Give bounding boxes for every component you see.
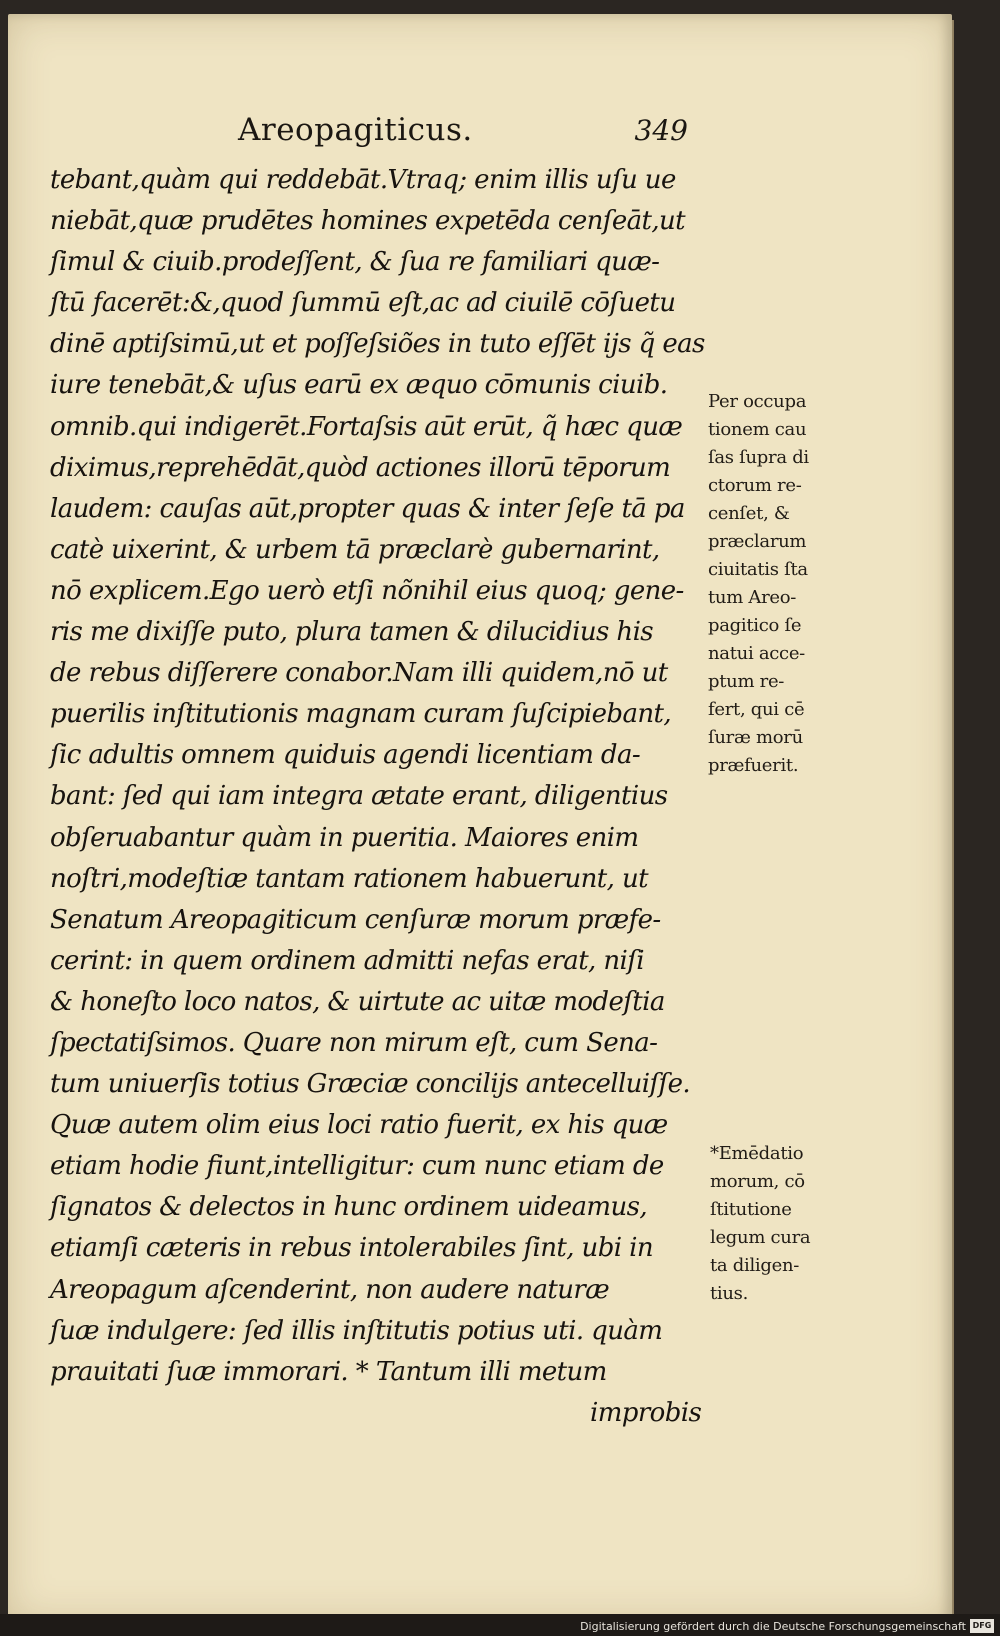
- marginal-line: cenſet, &: [708, 503, 790, 524]
- text-line: cerint: in quem ordinem admitti nefas erat, niſi: [50, 945, 644, 976]
- catchword: improbis: [590, 1397, 702, 1428]
- text-line: obſeruabantur quàm in pueritia. Maiores enim: [50, 822, 639, 853]
- text-line: noſtri,modeſtiæ tantam rationem habuerunt, ut: [50, 863, 648, 894]
- marginal-line: tius.: [710, 1283, 749, 1304]
- marginal-line: ſuræ morū: [708, 727, 803, 748]
- marginal-line: præclarum: [708, 531, 807, 552]
- text-line: nō explicem.Ego uerò etſi nõnihil eius quoq; gene-: [50, 575, 684, 606]
- marginal-line: præfuerit.: [708, 755, 799, 776]
- marginal-line: Per occupa: [708, 391, 807, 412]
- marginal-line: pagitico ſe: [708, 615, 802, 636]
- running-title: Areopagiticus.: [238, 112, 473, 148]
- marginal-line: tionem cau: [708, 419, 807, 440]
- marginal-note-1: [708, 388, 828, 780]
- marginal-line: morum, cō: [710, 1171, 805, 1192]
- marginal-line: ctorum re-: [708, 475, 802, 496]
- page-header: [238, 112, 688, 156]
- text-line: tebant,quàm qui reddebāt.Vtraq; enim illis uſu ue: [50, 165, 676, 195]
- text-line: iure tenebāt,& uſus earū ex æquo cōmunis ciuib.: [50, 370, 668, 401]
- marginal-line: ſtitutione: [710, 1199, 792, 1220]
- text-line: ſic adultis omnem quiduis agendi licentiam da-: [50, 740, 641, 771]
- text-line: etiamſi cæteris in rebus intolerabiles ſint, ubi in: [50, 1233, 653, 1264]
- text-line: & honeſto loco natos, & uirtute ac uitæ modeſtia: [50, 986, 665, 1017]
- text-line: tum uniuerſis totius Græciæ concilijs antecelluiſſe.: [50, 1069, 691, 1100]
- page-number: 349: [634, 114, 688, 147]
- marginal-line: fert, qui cē: [708, 699, 805, 720]
- text-line: etiam hodie fiunt,intelligitur: cum nunc etiam de: [50, 1151, 664, 1182]
- text-line: Senatum Areopagiticum cenſuræ morum præfe-: [50, 904, 661, 935]
- text-line: prauitati ſuæ immorari. * Tantum illi metum: [50, 1356, 607, 1387]
- text-line: ſuæ indulgere: ſed illis inſtitutis potius uti. quàm: [50, 1315, 663, 1346]
- marginal-line: legum cura: [710, 1227, 811, 1248]
- text-line: laudem: cauſas aūt,propter quas & inter ſeſe tā pa: [50, 493, 685, 524]
- marginal-line: ciuitatis ſta: [708, 559, 808, 580]
- marginal-line: natui acce-: [708, 643, 805, 664]
- text-line: ſtū facerēt:&,quod ſummū eſt,ac ad ciuilē cōſuetu: [50, 288, 676, 319]
- marginal-note-2: [710, 1140, 840, 1308]
- marginal-line: ta diligen-: [710, 1255, 800, 1276]
- digitization-footer: [0, 1614, 1000, 1636]
- text-line: ſpectatiſsimos. Quare non mirum eſt, cum Sena-: [50, 1027, 658, 1058]
- text-line: Quæ autem olim eius loci ratio fuerit, ex his quæ: [50, 1110, 668, 1141]
- marginal-line: *Emēdatio: [710, 1143, 804, 1164]
- main-text-block: [50, 160, 705, 1434]
- text-line: catè uixerint, & urbem tā præclarè gubernarint,: [50, 534, 660, 565]
- text-line: omnib.qui indigerēt.Fortaſsis aūt erūt, q̃ hæc quæ: [50, 411, 683, 442]
- text-line: dinē aptiſsimū,ut et poſſeſsiões in tuto eſſēt ijs q̃ eas: [50, 329, 705, 360]
- text-line: ſimul & ciuib.prodeſſent, & ſua re familiari quæ-: [50, 247, 660, 278]
- text-line: de rebus diſſerere conabor.Nam illi quidem,nō ut: [50, 658, 668, 689]
- funding-credit: Digitalisierung gefördert durch die Deutsche Forschungsgemeinschaft: [580, 1620, 966, 1633]
- text-line: ſignatos & delectos in hunc ordinem uideamus,: [50, 1192, 648, 1223]
- text-line: puerilis inſtitutionis magnam curam ſuſcipiebant,: [50, 699, 672, 730]
- text-line: niebāt,quæ prudētes homines expetēda cenſeāt,ut: [50, 206, 686, 237]
- marginal-line: ptum re-: [708, 671, 785, 692]
- text-line: diximus,reprehēdāt,quòd actiones illorū tēporum: [50, 452, 671, 483]
- marginal-line: tum Areo-: [708, 587, 797, 608]
- text-line: Areopagum aſcenderint, non audere naturæ: [50, 1274, 610, 1305]
- text-line: ris me dixiſſe puto, plura tamen & dilucidius his: [50, 617, 654, 648]
- marginal-line: ſas ſupra di: [708, 447, 809, 468]
- text-line: bant: ſed qui iam integra ætate erant, diligentius: [50, 781, 668, 812]
- dfg-logo: DFG: [970, 1619, 994, 1633]
